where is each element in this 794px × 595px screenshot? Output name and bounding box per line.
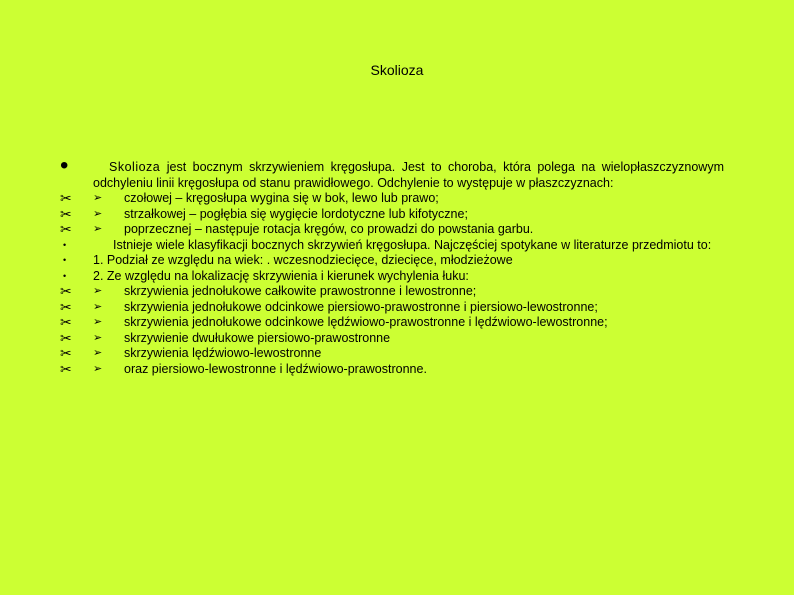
scissors-icon: ✂	[60, 345, 72, 361]
term-skolioza: Skolioza	[109, 160, 161, 174]
scissors-icon: ✂	[60, 329, 72, 346]
small-bullet-icon: •	[63, 239, 67, 250]
small-bullet-icon: •	[63, 255, 67, 265]
arrow-bullet-icon: ➢	[93, 362, 103, 375]
type-item: ✂ ➢ skrzywienia jednołukowe całkowite prawostronne i lewostronne;	[60, 283, 477, 299]
large-bullet-icon: •	[60, 152, 69, 179]
definition-text: jest bocznym skrzywieniem kręgosłupa. Jest to choroba, która polega na wielopłaszczyznowym odchyleniu linii kręgosłupa od stanu prawidłowego. Odchylenie to występuje w płaszczyznach:	[93, 160, 724, 190]
type-item: ✂ ➢ skrzywienia jednołukowe odcinkowe lędźwiowo-prawostronne i lędźwiowo-lewostronne;	[60, 314, 608, 330]
type-item: ✂ ➢ skrzywienia lędźwiowo-lewostronne	[60, 345, 322, 361]
plane-item: ✂ ➢ poprzecznej – następuje rotacja kręgów, co prowadzi do powstania garbu.	[60, 221, 534, 237]
page-title: Skolioza	[370, 62, 424, 78]
classification-intro: • Istnieje wiele klasyfikacji bocznych skrzywień kręgosłupa. Najczęściej spotykane w literaturze przedmiotu to:	[63, 237, 712, 252]
arrow-bullet-icon: ➢	[93, 347, 103, 359]
plane-item: ✂ ➢ strzałkowej – pogłębia się wygięcie lordotyczne lub kifotyczne;	[60, 205, 468, 222]
type-item: ✂ ➢ skrzywienie dwułukowe piersiowo-prawostronne	[60, 329, 391, 346]
arrow-bullet-icon: ➢	[93, 316, 103, 328]
scissors-icon: ✂	[60, 283, 72, 299]
scissors-icon: ✂	[60, 190, 72, 206]
arrow-bullet-icon: ➢	[93, 192, 103, 204]
scissors-icon: ✂	[60, 298, 72, 315]
arrow-bullet-icon: ➢	[93, 223, 103, 235]
scissors-icon: ✂	[60, 314, 72, 330]
arrow-bullet-icon: ➢	[93, 285, 103, 297]
location-division: • 2. Ze względu na lokalizację skrzywienia i kierunek wychylenia łuku:	[63, 268, 469, 283]
age-division: • 1. Podział ze względu na wiek: . wczesnodziecięce, dziecięce, młodzieżowe	[63, 253, 513, 267]
arrow-bullet-icon: ➢	[93, 207, 103, 220]
plane-item: ✂ ➢ czołowej – kręgosłupa wygina się w bok, lewo lub prawo;	[60, 190, 439, 206]
scissors-icon: ✂	[60, 360, 72, 377]
scissors-icon: ✂	[60, 221, 72, 237]
type-item: ✂ ➢ skrzywienia jednołukowe odcinkowe piersiowo-prawostronne i piersiowo-lewostronne;	[60, 298, 598, 315]
definition-paragraph	[60, 152, 724, 191]
arrow-bullet-icon: ➢	[93, 300, 103, 313]
arrow-bullet-icon: ➢	[93, 331, 103, 344]
scissors-icon: ✂	[60, 205, 72, 222]
type-item: ✂ ➢ oraz piersiowo-lewostronne i lędźwiowo-prawostronne.	[60, 360, 427, 377]
slide-content	[60, 152, 724, 377]
small-bullet-icon: •	[63, 270, 67, 281]
